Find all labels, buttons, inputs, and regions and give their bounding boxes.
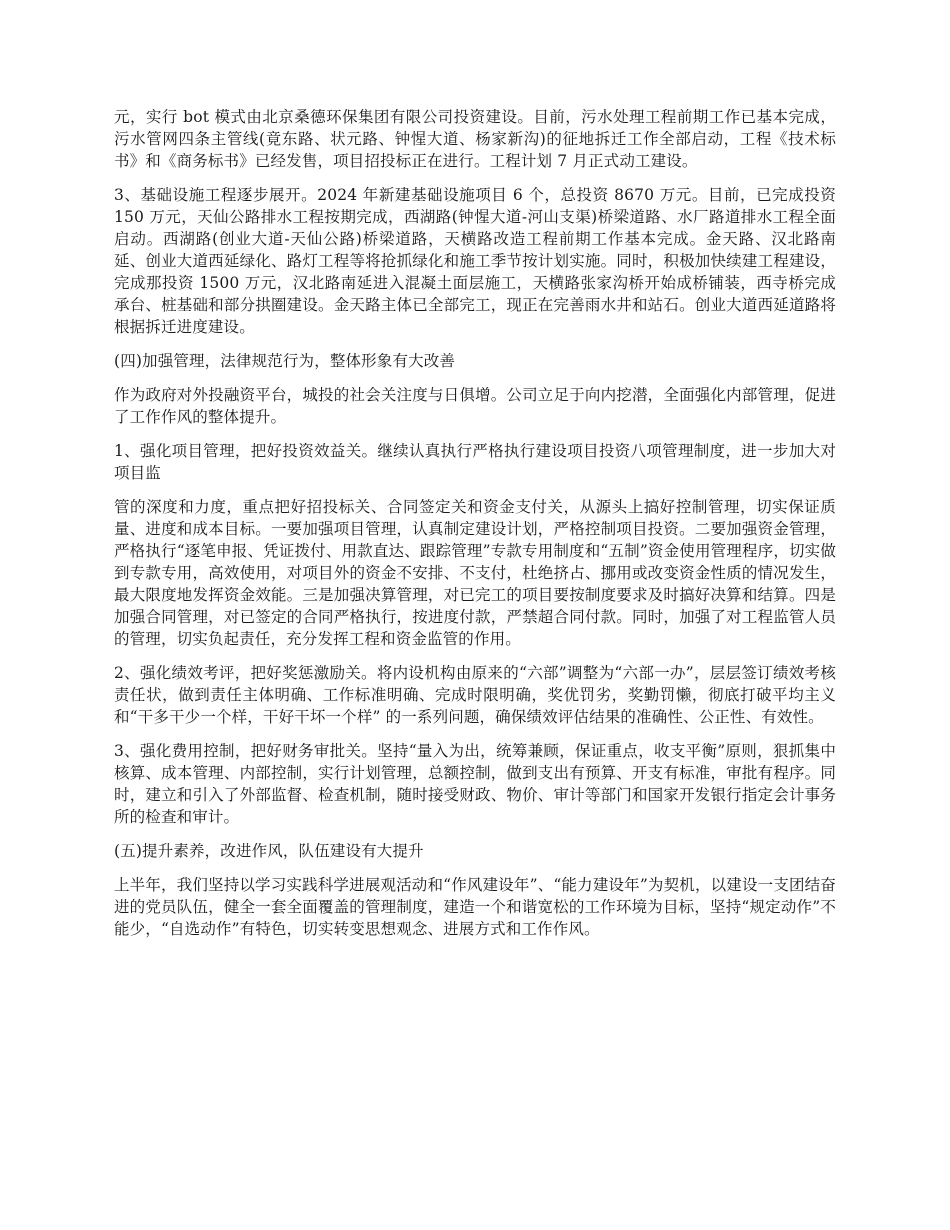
paragraph-project-management: 1、强化项目管理，把好投资效益关。继续认真执行严格执行建设项目投资八项管理制度，进一步加大对项目监: [114, 442, 836, 482]
paragraph-management-intro: 作为政府对外投融资平台，城投的社会关注度与日俱增。公司立足于向内挖潜，全面强化内部管理，促进了工作作风的整体提升。: [114, 386, 836, 426]
document-body: [114, 106, 836, 952]
section-heading-team-building: (五)提升素养，改进作风，队伍建设有大提升: [114, 842, 424, 860]
paragraph-performance-review: 2、强化绩效考评，把好奖惩激励关。将内设机构由原来的“六部”调整为“六部一办”，层层签订绩效考核责任状，做到责任主体明确、工作标准明确、完成时限明确，奖优罚劣，奖勤罚懒，彻底打破平均主义和“干多干少一个样，干好干坏一个样” 的一系列问题，确保绩效评估结果的准确性、公正性、有效性。: [114, 664, 836, 726]
paragraph-cost-control: 3、强化费用控制，把好财务审批关。坚持“量入为出，统筹兼顾，保证重点，收支平衡”原则，狠抓集中核算、成本管理、内部控制，实行计划管理，总额控制，做到支出有预算、开支有标准，审批有程序。同时，建立和引入了外部监督、检查机制，随时接受财政、物价、审计等部门和国家开发银行指定会计事务所的检查和审计。: [114, 742, 836, 826]
paragraph-infrastructure: 3、基础设施工程逐步展开。2024 年新建基础设施项目 6 个，总投资 8670 万元。目前，已完成投资 150 万元，天仙公路排水工程按期完成，西湖路(钟惺大道-河山支渠)桥梁道路、水厂路道排水工程全面启动。西湖路(创业大道-天仙公路)桥梁道路，天横路改造工程前期工作基本完成。金天路、汉北路南延、创业大道西延绿化、路灯工程等将抢抓绿化和施工季节按计划实施。同时，积极加快续建工程建设，完成那投资 1500 万元，汉北路南延进入混凝土面层施工，天横路张家沟桥开始成桥铺装，西寺桥完成承台、桩基础和部分拱圈建设。金天路主体已全部完工，现正在完善雨水井和站石。创业大道西延道路将根据拆迁进度建设。: [114, 186, 836, 336]
paragraph-project-supervision: 管的深度和力度，重点把好招投标关、合同签定关和资金支付关，从源头上搞好控制管理，切实保证质量、进度和成本目标。一要加强项目管理，认真制定建设计划，严格控制项目投资。二要加强资金管理，严格执行“逐笔申报、凭证拨付、用款直达、跟踪管理”专款专用制度和“五制”资金使用管理程序，切实做到专款专用，高效使用，对项目外的资金不安排、不支付，杜绝挤占、挪用或改变资金性质的情况发生，最大限度地发挥资金效能。三是加强决算管理，对已完工的项目要按制度要求及时搞好决算和结算。四是加强合同管理，对已签定的合同严格执行，按进度付款，严禁超合同付款。同时，加强了对工程监管人员的管理，切实负起责任，充分发挥工程和资金监管的作用。: [114, 498, 836, 648]
section-heading-management: (四)加强管理，法律规范行为，整体形象有大改善: [114, 352, 456, 370]
paragraph-team-building: 上半年，我们坚持以学习实践科学进展观活动和“作风建设年”、“能力建设年”为契机，以建设一支团结奋进的党员队伍，健全一套全面覆盖的管理制度，建造一个和谐宽松的工作环境为目标，坚持“规定动作”不能少，“自选动作”有特色，切实转变思想观念、进展方式和工作作风。: [114, 876, 836, 938]
paragraph-pollution-project: 元，实行 bot 模式由北京桑德环保集团有限公司投资建设。目前，污水处理工程前期工作已基本完成，污水管网四条主管线(竟东路、状元路、钟惺大道、杨家新沟)的征地拆迁工作全部启动，工程《技术标书》和《商务标书》已经发售，项目招投标正在进行。工程计划 7 月正式动工建设。: [114, 108, 836, 170]
